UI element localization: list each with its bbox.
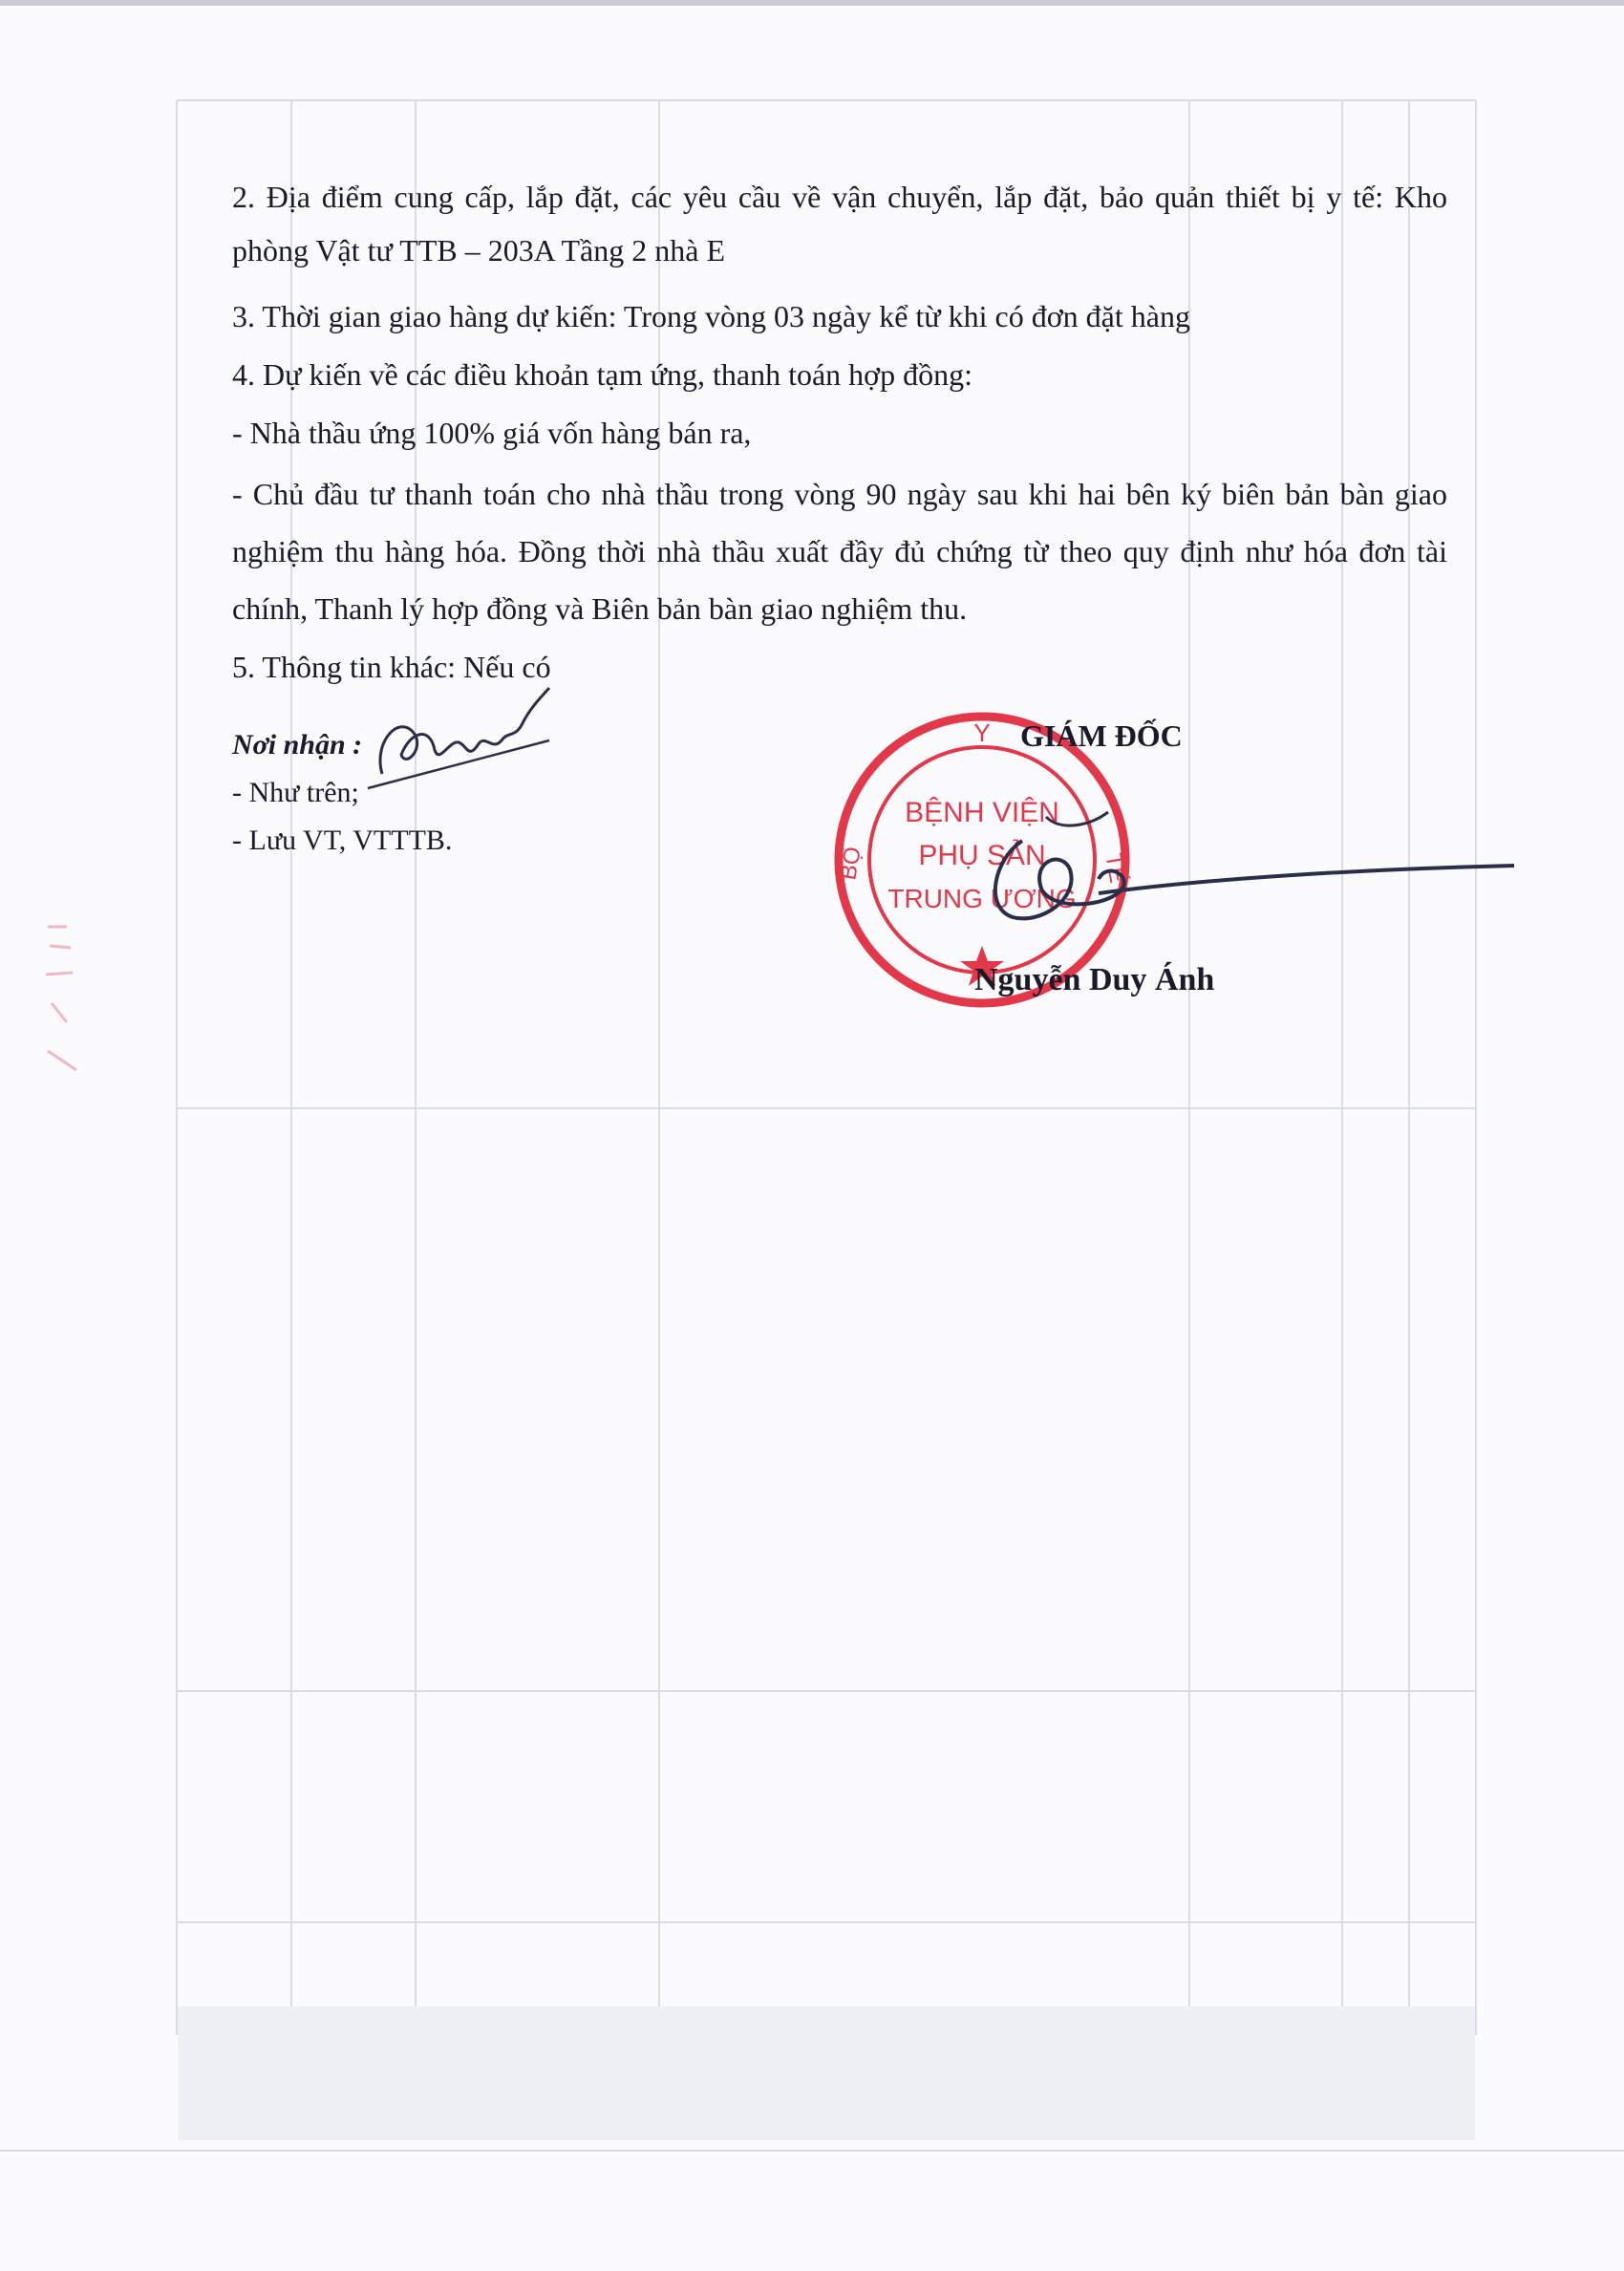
recipient-line: - Lưu VT, VTTTB. (232, 825, 453, 856)
payment-term-settlement: - Chủ đầu tư thanh toán cho nhà thầu trong vòng 90 ngày sau khi hai bên ký biên bản bàn giao nghiệm thu hàng hóa. Đồng thời nhà thầu xuất đầy đủ chứng từ theo quy định như hóa đơn tài chính, Thanh lý hợp đồng và Biên bản bàn giao nghiệm thu. (232, 477, 1447, 626)
section-2-delivery-location: 2. Địa điểm cung cấp, lắp đặt, các yêu cầu về vận chuyển, lắp đặt, bảo quản thiết bị y tế: Kho phòng Vật tư TTB – 203A Tầng 2 nhà E (232, 180, 1447, 268)
recipients-title: Nơi nhận : (232, 729, 363, 761)
stamp-line-3: TRUNG ƯƠNG (887, 884, 1077, 913)
stamp-text-left: BỘ (835, 845, 866, 883)
payment-term-advance: - Nhà thầu ứng 100% giá vốn hàng bán ra, (232, 416, 752, 450)
signatory-title: GIÁM ĐỐC (1020, 718, 1183, 753)
signatory-name: Nguyễn Duy Ánh (974, 962, 1215, 997)
director-signature (955, 803, 1519, 946)
section-4-payment-terms-heading: 4. Dự kiến về các điều khoản tạm ứng, thanh toán hợp đồng: (232, 357, 972, 392)
section-5-other-info: 5. Thông tin khác: Nếu có (232, 650, 551, 684)
handwritten-initials (363, 683, 554, 793)
recipient-line: - Như trên; (232, 777, 359, 808)
section-3-delivery-time: 3. Thời gian giao hàng dự kiến: Trong vòng 03 ngày kể từ khi có đơn đặt hàng (232, 299, 1190, 333)
stamp-line-1: BỆNH VIỆN (905, 797, 1059, 828)
scan-bottom-edge (0, 2150, 1624, 2152)
stamp-text-right: TẾ (1100, 851, 1131, 886)
stamp-text-top: Y (973, 718, 991, 747)
faded-margin-stamp-marks (38, 908, 96, 1099)
stamp-line-2: PHỤ SẢN (918, 840, 1046, 871)
